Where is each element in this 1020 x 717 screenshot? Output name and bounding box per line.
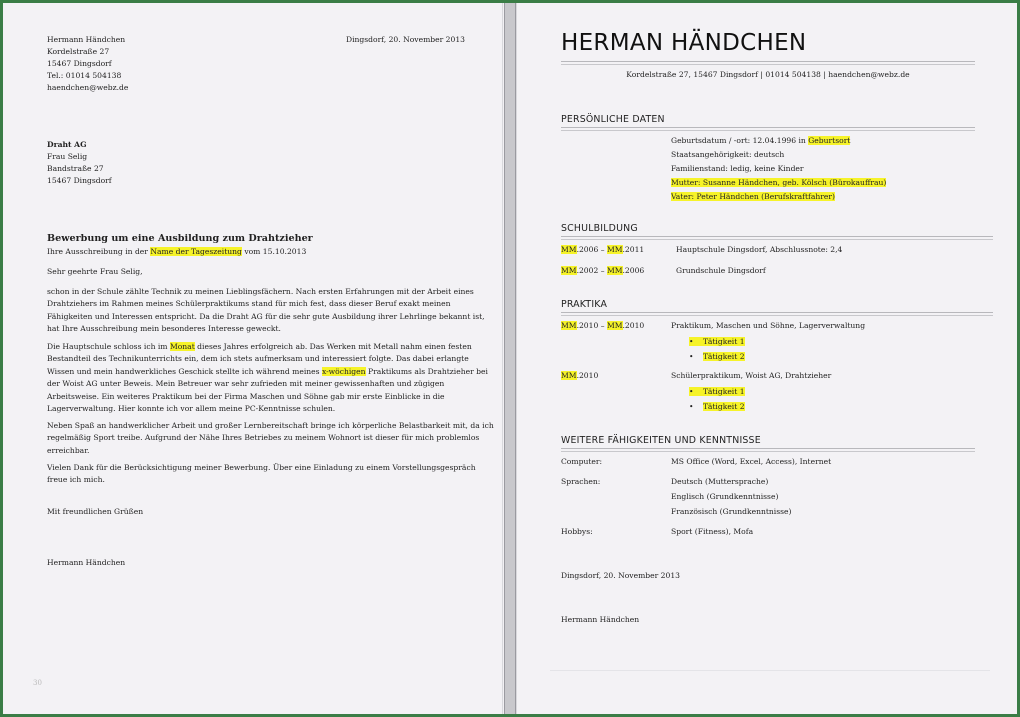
paragraph-line: hat Ihre Ausschreibung mein besonderes Interesse geweckt.: [47, 324, 281, 334]
school-date: MM.2002 – MM.2006: [561, 266, 645, 275]
paragraph-line: der Woist AG unter Beweis. Mein Betreuer war sehr zufrieden mit meiner gewissenhaften und zügigen: [47, 379, 445, 389]
school-date: MM.2006 – MM.2011: [561, 245, 645, 254]
section-divider: [561, 236, 993, 240]
internship-desc: Praktikum, Maschen und Söhne, Lagerverwaltung: [671, 321, 866, 330]
school-desc: Hauptschule Dingsdorf, Abschlussnote: 2,4: [676, 245, 843, 254]
task-item: • Tätigkeit 1: [689, 337, 745, 346]
father-info: Vater: Peter Händchen (Berufskraftfahrer): [671, 192, 835, 201]
skill-value-computer: MS Office (Word, Excel, Access), Internet: [671, 457, 832, 466]
bullet-icon: •: [689, 387, 694, 396]
name-divider: [561, 61, 975, 65]
paragraph-line: Lagerverwaltung. Hier konnte ich vor allem meine PC-Kenntnisse schulen.: [47, 403, 336, 413]
recipient-contact: Frau Selig: [47, 152, 88, 161]
footer-divider: [550, 670, 990, 671]
internship-date: MM.2010: [561, 371, 599, 380]
paragraph-line: Die Hauptschule schloss ich im Monat dieses Jahres erfolgreich ab. Das Werken mit Metall nahm einen festen: [47, 342, 472, 351]
paragraph-line: Vielen Dank für die Berücksichtigung meiner Bewerbung. Über eine Einladung zu einem Vorstellungsgespräch: [47, 463, 476, 472]
paragraph-line: regelmäßig Sport treibe. Aufgrund der Nähe Ihres Betriebes zu meinem Wohnort ist dieser für mich problemlos: [47, 433, 480, 443]
skill-label-hobbies: Hobbys:: [561, 527, 593, 536]
placeholder-month: Monat: [169, 342, 195, 351]
task-item: • Tätigkeit 2: [689, 402, 745, 411]
bullet-icon: •: [689, 402, 694, 411]
paragraph-2: [47, 341, 488, 415]
paragraph-1: [47, 286, 485, 336]
paragraph-line: Arbeitsweise. Ein weiteres Praktikum bei der Firma Maschen und Söhne gab mir erste Einblicke in die: [47, 391, 445, 401]
skill-label-computer: Computer:: [561, 457, 603, 466]
sender-street: Kordelstraße 27: [47, 47, 110, 56]
letter-date: Dingsdorf, 20. November 2013: [346, 35, 466, 44]
family-status: Familienstand: ledig, keine Kinder: [671, 164, 804, 173]
recipient-company: Draht AG: [47, 140, 87, 149]
task-item: • Tätigkeit 1: [689, 387, 745, 396]
internship-date: MM.2010 – MM.2010: [561, 321, 645, 330]
section-title-internships: PRAKTIKA: [561, 299, 608, 310]
paragraph-3: [47, 420, 494, 457]
reference-text: Ihre Ausschreibung in der: [47, 247, 151, 256]
letter-subject: Bewerbung um eine Ausbildung zum Drahtzieher: [47, 233, 313, 244]
reference-date: vom 15.10.2013: [241, 247, 307, 256]
skill-label-languages: Sprachen:: [561, 477, 601, 486]
internship-desc: Schülerpraktikum, Woist AG, Drahtzieher: [671, 371, 832, 380]
document-viewer: [3, 3, 1017, 714]
paragraph-4: [47, 462, 476, 487]
cv-contact: Kordelstraße 27, 15467 Dingsdorf | 01014 504138 | haendchen@webz.de: [626, 70, 910, 79]
task-item: • Tätigkeit 2: [689, 352, 745, 361]
placeholder-weeks: x-wöchigen: [321, 366, 366, 376]
language-item: Englisch (Grundkenntnisse): [671, 492, 779, 501]
salutation: Sehr geehrte Frau Selig,: [47, 267, 143, 276]
recipient-city: 15467 Dingsdorf: [47, 176, 112, 185]
language-item: Deutsch (Muttersprache): [671, 477, 769, 486]
signature: Hermann Händchen: [47, 558, 126, 567]
section-title-personal: PERSÖNLICHE DATEN: [561, 114, 665, 125]
recipient-street: Bandstraße 27: [47, 164, 104, 173]
paragraph-line: Bestandteil des Technikunterrichts ein, dem ich stets aufmerksam und interessiert folgte. Das dabei erlangte: [47, 354, 469, 364]
paragraph-line: Neben Spaß an handwerklicher Arbeit und großer Lernbereitschaft bringe ich körperliche Belastbarkeit mit, da ich: [47, 421, 494, 430]
language-item: Französisch (Grundkenntnisse): [671, 507, 792, 516]
page-number: 30: [33, 679, 42, 687]
cv-name: HERMAN HÄNDCHEN: [561, 30, 807, 56]
bullet-icon: •: [689, 337, 694, 346]
nationality: Staatsangehörigkeit: deutsch: [671, 150, 785, 159]
sender-phone: Tel.: 01014 504138: [47, 71, 122, 80]
skill-value-hobbies: Sport (Fitness), Mofa: [671, 527, 754, 536]
paragraph-line: Wissen und mein handwerkliches Geschick stellte ich während meines x-wöchigen Praktikums als Drahtzieher bei: [47, 366, 488, 376]
sender-block: [47, 34, 128, 94]
school-desc: Grundschule Dingsdorf: [676, 266, 766, 275]
mother-info: Mutter: Susanne Händchen, geb. Kölsch (Bürokauffrau): [671, 178, 887, 187]
paragraph-line: Drahtziehers im Rahmen meines Schülerpraktikums stand für mich fest, dass dieser Beruf exakt meinen: [47, 299, 451, 309]
paragraph-line: Fähigkeiten und Interessen entspricht. Da die Draht AG für die sehr gute Ausbildung ihrer Lehrlinge bekannt ist,: [47, 311, 485, 321]
sender-email: haendchen@webz.de: [47, 83, 129, 92]
section-divider: [561, 448, 975, 452]
sender-name: Hermann Händchen: [47, 35, 126, 44]
section-title-school: SCHULBILDUNG: [561, 223, 638, 234]
paragraph-line: freue ich mich.: [47, 475, 105, 485]
page-cover-letter: [3, 3, 503, 714]
cv-date: Dingsdorf, 20. November 2013: [561, 571, 681, 580]
section-divider: [561, 312, 993, 316]
placeholder-newspaper: Name der Tageszeitung: [150, 247, 242, 256]
birth-info: Geburtsdatum / -ort: 12.04.1996 in Geburtsort: [671, 136, 851, 145]
recipient-block: [47, 139, 112, 187]
paragraph-line: erreichbar.: [47, 445, 90, 455]
bullet-icon: •: [689, 352, 694, 361]
section-title-skills: WEITERE FÄHIGKEITEN UND KENNTNISSE: [561, 435, 761, 446]
paragraph-line: schon in der Schule zählte Technik zu meinen Lieblingsfächern. Nach ersten Erfahrungen mit der Arbeit eines: [47, 287, 474, 296]
letter-reference: [47, 246, 306, 258]
closing: Mit freundlichen Grüßen: [47, 507, 144, 516]
section-divider: [561, 127, 975, 131]
cv-signature: Hermann Händchen: [561, 615, 640, 624]
page-separator-scrollbar[interactable]: [504, 3, 516, 714]
placeholder-birthplace: Geburtsort: [808, 136, 851, 145]
page-cv: [516, 3, 1017, 714]
sender-city: 15467 Dingsdorf: [47, 59, 112, 68]
